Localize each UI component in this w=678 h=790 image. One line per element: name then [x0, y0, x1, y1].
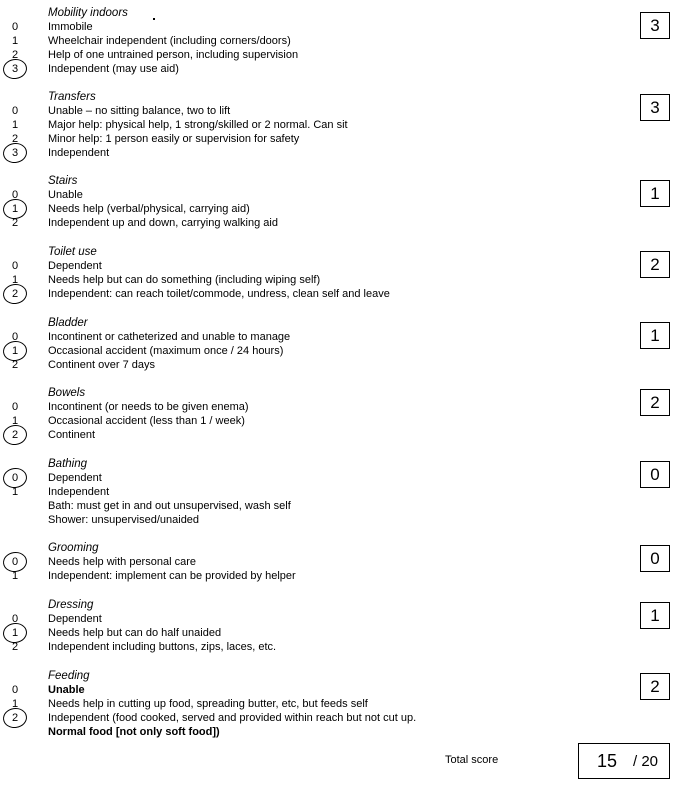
option-row-selected	[0, 428, 600, 442]
option-number-circled: 1	[4, 626, 26, 640]
option-number-circled: 1	[4, 202, 26, 216]
option-row	[0, 132, 600, 146]
section-title: Mobility indoors	[48, 7, 128, 19]
option-text: Dependent	[48, 472, 102, 484]
option-row	[0, 118, 600, 132]
option-number-circled: 1	[4, 344, 26, 358]
option-note	[0, 513, 600, 527]
option-row	[0, 683, 600, 697]
option-text: Major help: physical help, 1 strong/skilled or 2 normal. Can sit	[48, 119, 348, 131]
option-row	[0, 485, 600, 499]
score-box: 2	[640, 673, 670, 700]
section-title: Toilet use	[48, 246, 97, 258]
score-box: 3	[640, 12, 670, 39]
option-number: 1	[11, 486, 19, 498]
option-number: 1	[11, 35, 19, 47]
option-note	[0, 499, 600, 513]
option-text: Incontinent (or needs to be given enema)	[48, 401, 249, 413]
option-text: Minor help: 1 person easily or supervision for safety	[48, 133, 300, 145]
option-note	[0, 725, 600, 739]
option-text: Needs help in cutting up food, spreading butter, etc, but feeds self	[48, 698, 368, 710]
section-title: Feeding	[48, 670, 90, 682]
option-number-circled: 2	[4, 287, 26, 301]
option-text: Continent	[48, 429, 96, 441]
option-number: 2	[11, 359, 19, 371]
option-text: Needs help with personal care	[48, 556, 196, 568]
option-row-selected	[0, 287, 600, 301]
option-text: Continent over 7 days	[48, 359, 156, 371]
score-box: 2	[640, 251, 670, 278]
option-row	[0, 20, 600, 34]
option-text: Unable	[48, 684, 85, 696]
section-title: Stairs	[48, 175, 78, 187]
option-number-circled: 3	[4, 146, 26, 160]
option-text: Incontinent or catheterized and unable to manage	[48, 331, 291, 343]
option-text: Needs help but can do something (including wiping self)	[48, 274, 321, 286]
option-row-selected	[0, 62, 600, 76]
total-score-label: Total score	[445, 754, 499, 766]
total-score-max: / 20	[633, 753, 659, 770]
option-text: Dependent	[48, 613, 102, 625]
score-box: 1	[640, 180, 670, 207]
option-row	[0, 358, 600, 372]
section-title: Dressing	[48, 599, 94, 611]
option-row-selected	[0, 344, 600, 358]
score-box: 1	[640, 322, 670, 349]
option-row	[0, 569, 600, 583]
option-number-circled: 2	[4, 428, 26, 442]
option-text: Independent	[48, 147, 110, 159]
option-number: 2	[11, 217, 19, 229]
option-text: Immobile	[48, 21, 93, 33]
option-number: 0	[11, 105, 19, 117]
option-row	[0, 273, 600, 287]
option-row	[0, 188, 600, 202]
option-number: 0	[11, 189, 19, 201]
option-number: 1	[11, 119, 19, 131]
option-number: 2	[11, 49, 19, 61]
option-row	[0, 48, 600, 62]
option-row-selected	[0, 626, 600, 640]
option-number: 1	[11, 415, 19, 427]
option-row	[0, 259, 600, 273]
option-text: Independent	[48, 486, 110, 498]
section-title: Bowels	[48, 387, 86, 399]
section-title: Bladder	[48, 317, 88, 329]
section-title: Grooming	[48, 542, 99, 554]
option-text: Occasional accident (maximum once / 24 hours)	[48, 345, 284, 357]
option-row-selected	[0, 202, 600, 216]
option-text: Bath: must get in and out unsupervised, wash self	[48, 500, 291, 512]
total-score-box	[578, 743, 670, 779]
option-text: Independent including buttons, zips, laces, etc.	[48, 641, 277, 653]
option-number: 2	[11, 641, 19, 653]
score-box: 3	[640, 94, 670, 121]
option-row	[0, 414, 600, 428]
option-text: Needs help (verbal/physical, carrying aid)	[48, 203, 250, 215]
option-text: Independent (food cooked, served and provided within reach but not cut up.	[48, 712, 417, 724]
section-title: Transfers	[48, 91, 96, 103]
option-text: Independent: implement can be provided by helper	[48, 570, 296, 582]
option-row	[0, 104, 600, 118]
option-number: 2	[11, 133, 19, 145]
option-text: Independent: can reach toilet/commode, undress, clean self and leave	[48, 288, 390, 300]
option-number-circled: 0	[4, 555, 26, 569]
option-number: 1	[11, 698, 19, 710]
option-text: Occasional accident (less than 1 / week)	[48, 415, 245, 427]
option-number-circled: 3	[4, 62, 26, 76]
option-number: 0	[11, 401, 19, 413]
option-row-selected	[0, 471, 600, 485]
option-text: Independent (may use aid)	[48, 63, 179, 75]
option-text: Needs help but can do half unaided	[48, 627, 222, 639]
scan-speck	[153, 18, 155, 20]
option-text: Independent up and down, carrying walking aid	[48, 217, 278, 229]
score-box: 1	[640, 602, 670, 629]
option-row	[0, 330, 600, 344]
option-row-selected	[0, 711, 600, 725]
score-box: 0	[640, 461, 670, 488]
option-number-circled: 2	[4, 711, 26, 725]
score-box: 0	[640, 545, 670, 572]
option-row-selected	[0, 555, 600, 569]
option-row	[0, 34, 600, 48]
option-row	[0, 697, 600, 711]
option-text: Help of one untrained person, including supervision	[48, 49, 299, 61]
option-text: Wheelchair independent (including corners/doors)	[48, 35, 291, 47]
option-text: Unable	[48, 189, 83, 201]
option-text: Normal food [not only soft food])	[48, 726, 220, 738]
option-text: Dependent	[48, 260, 102, 272]
option-row	[0, 216, 600, 230]
option-row-selected	[0, 146, 600, 160]
option-number: 1	[11, 274, 19, 286]
option-number: 1	[11, 570, 19, 582]
total-score-value: 15	[597, 751, 618, 771]
option-number: 0	[11, 331, 19, 343]
option-row	[0, 640, 600, 654]
option-number: 0	[11, 260, 19, 272]
score-box: 2	[640, 389, 670, 416]
option-number: 0	[11, 613, 19, 625]
option-number-circled: 0	[4, 471, 26, 485]
option-row	[0, 400, 600, 414]
option-number: 0	[11, 21, 19, 33]
option-text: Shower: unsupervised/unaided	[48, 514, 200, 526]
option-text: Unable – no sitting balance, two to lift	[48, 105, 231, 117]
option-number: 0	[11, 684, 19, 696]
option-row	[0, 612, 600, 626]
section-title: Bathing	[48, 458, 88, 470]
